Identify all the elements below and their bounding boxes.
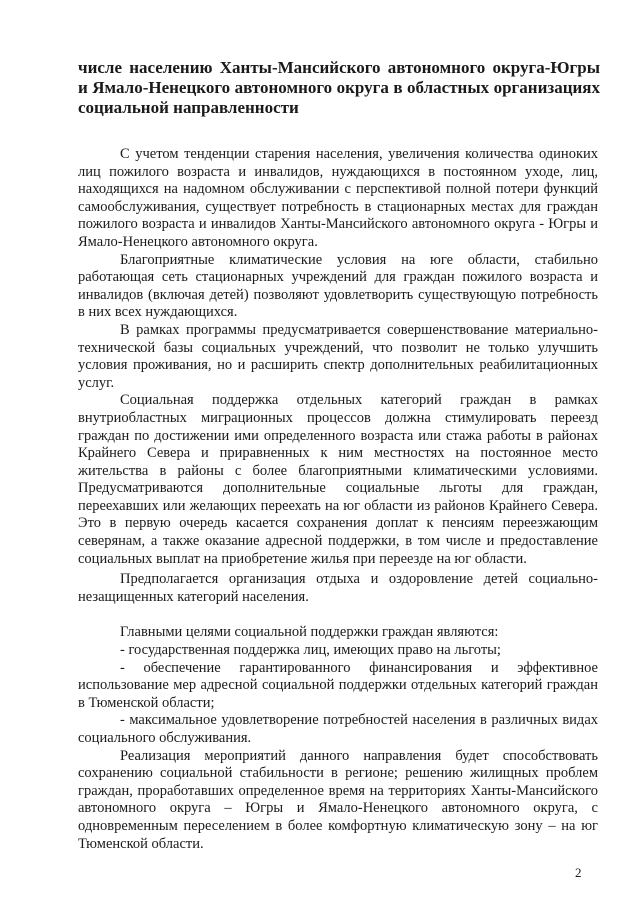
list-item-social-services: - максимальное удовлетворение потребностей населения в различных видах социального обслуживания.: [78, 712, 598, 746]
paragraph-climate-conditions: Благоприятные климатические условия на юге области, стабильно работающая сеть стационарных учреждений для граждан пожилого возраста и инвалидов (включая детей) позволяют удовлетворить существующую потребность в них всех нуждающихся.: [78, 251, 598, 321]
section-heading: числе населению Ханты-Мансийского автономного округа-Югры и Ямало-Ненецкого автономного округа в областных организациях социальной направленности: [78, 58, 600, 117]
paragraph-implementation: Реализация мероприятий данного направления будет способствовать сохранению социальной стабильности в регионе; решению жилищных проблем граждан, проработавших определенное время на территориях Ханты-Мансийского автономного округа – Югры и Ямало-Ненецкого автономного округа, с одновременным переселением в более комфортную климатическую зону – на юг Тюменской области.: [78, 747, 598, 852]
paragraph-program-improvement: В рамках программы предусматривается совершенствование материально-технической базы социальных учреждений, что позволит не только улучшить условия проживания, но и расширить спектр дополнительных реабилитационных услуг.: [78, 321, 598, 391]
paragraph-aging-population: С учетом тенденции старения населения, увеличения количества одиноких лиц пожилого возраста и инвалидов, нуждающихся в постоянном уходе, лиц, находящихся на надомном обслуживании с перспективой полной потери функций самообслуживания, существует потребность в стационарных местах для граждан пожилого возраста и инвалидов Ханты-Мансийского автономного округа - Югры и Ямало-Ненецкого автономного округа.: [78, 146, 598, 250]
paragraph-main-goals-intro: Главными целями социальной поддержки граждан являются:: [120, 624, 499, 641]
page-number: 2: [575, 865, 582, 880]
document-body: [78, 146, 598, 853]
paragraph-migration-support: Социальная поддержка отдельных категорий граждан в рамках внутриобластных миграционных процессов должна стимулировать переезд граждан по достижении ими определенного возраста или стажа работы в районах Крайнего Севера и приравненных к ним местностях на постоянное место жительства в районы с более благоприятными климатическими условиями. Предусматриваются дополнительные социальные льготы для граждан, переехавших или желающих переехать на юг области из районов Крайнего Севера. Это в первую очередь касается сохранения доплат к пенсиям переезжающим северянам, а также оказание адресной поддержки, в том числе и предоставление социальных выплат на приобретение жилья при переезде на юг области.: [78, 392, 598, 567]
list-item-financing: - обеспечение гарантированного финансирования и эффективное использование мер адресной социальной поддержки отдельных категорий граждан в Тюменской области;: [78, 659, 598, 711]
paragraph-children-recreation: Предполагается организация отдыха и оздоровление детей социально-незащищенных категорий населения.: [78, 571, 598, 605]
list-item-state-support: - государственная поддержка лиц, имеющих право на льготы;: [120, 642, 501, 659]
paragraph-spacer: [78, 606, 598, 624]
